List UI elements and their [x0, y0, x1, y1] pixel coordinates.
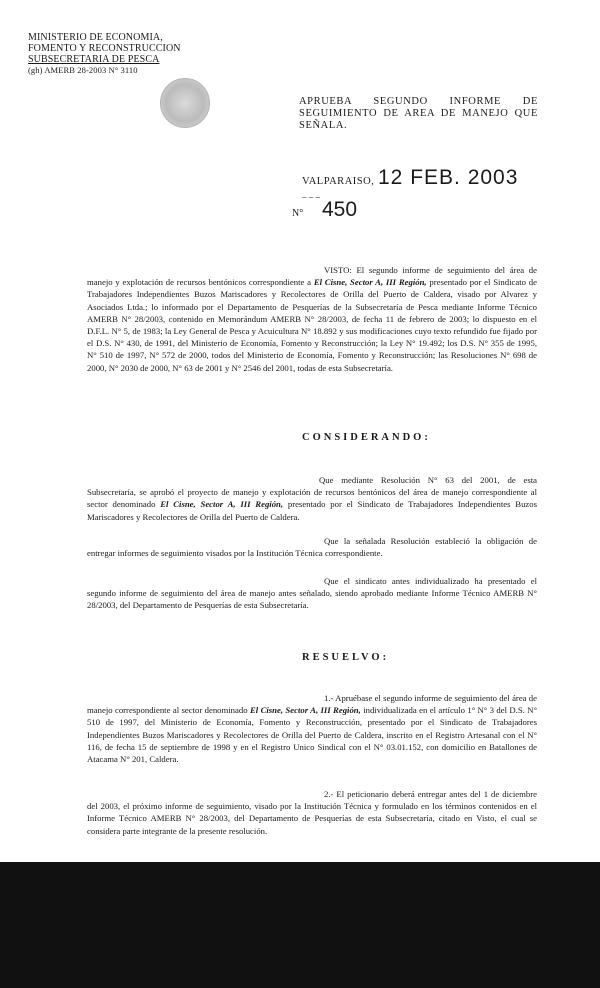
considerando-paragraph-1: [87, 474, 537, 523]
considerando-p1-text-cont: presentado por el Sindicato de Trabajadores Independientes Buzos Mariscadores y Recolectores de Orilla del Puerto de Caldera.: [87, 499, 537, 522]
considerando-p1-area: El Cisne, Sector A, III Región,: [160, 499, 284, 510]
letterhead-ministry: MINISTERIO DE ECONOMIA,: [28, 32, 163, 43]
visto-area-name: El Cisne, Sector A, III Región,: [313, 277, 427, 288]
considerando-paragraph-3: Que el sindicato antes individualizado ha presentado el segundo informe de seguimiento del área de manejo antes señalado, siendo aprobado mediante Informe Técnico AMERB N° 28/2003, del Departamento de Pesquerías de esta Subsecretaría.: [87, 576, 537, 611]
letterhead: [28, 32, 181, 76]
visto-text-cont: presentado por el Sindicato de Trabajadores Independientes Buzos Mariscadores y Recolectores de Orilla del Puerto de Caldera, visado por Alvarez y Asociados Ltda.; lo informado por el Departamento de Pesquerías de la Subsecretaría de Pesca mediante Informe Técnico AMERB N° 28/2003, contenido en Memorándum AMERB N° 28/2003, de fecha 11 de febrero de 2003; lo dispuesto en el D.F.L. N° 5, de 1983; la Ley General de Pesca y Acuicultura N° 18.892 y sus modificaciones cuyo texto refundido fue fijado por el D.S. N° 430, de 1991, del Ministerio de Economía, Fomento y Reconstrucción; la Ley N° 19.492; los D.S. N° 355 de 1995, N° 510 de 1997, N° 572 de 2000, todos del Ministerio de Economía, Fomento y Reconstrucción; las Resoluciones N° 698 de 2000, N° 2030 de 2000, N° 63 de 2001 y N° 2546 del 2001, todas de esta Subsecretaría.: [87, 277, 537, 373]
date-stamp: 12 FEB. 2003: [378, 166, 519, 189]
resuelvo-p1-text: 1.- Apruébase el segundo informe de seguimiento del área de manejo correspondiente al sector denominado: [87, 693, 537, 716]
considerando-paragraph-2: Que la señalada Resolución estableció la obligación de entregar informes de seguimiento visados por la Institución Técnica correspondiente.: [87, 536, 537, 559]
resuelvo-paragraph-1: [87, 692, 537, 765]
visto-text: El segundo informe de seguimiento del área de manejo y explotación de recursos bentónicos correspondiente a: [87, 265, 537, 288]
letterhead-reference: (gh) AMERB 28-2003 N° 3110: [28, 65, 138, 75]
scan-bottom-edge: [0, 862, 600, 988]
resuelvo-p1-area: El Cisne, Sector A, III Región,: [249, 705, 361, 716]
resolution-number-label: N°: [292, 208, 304, 219]
considerando-p1-text: Que mediante Resolución N° 63 del 2001, de esta Subsecretaría, se aprobó el proyecto de manejo y explotación de recursos bentónicos del área de manejo correspondiente al sector denominado: [87, 475, 537, 510]
place-label: VALPARAISO,: [302, 176, 375, 187]
visto-label: VISTO:: [324, 265, 352, 275]
considerando-heading: CONSIDERANDO:: [302, 432, 431, 443]
letterhead-subsecretaria: SUBSECRETARIA DE PESCA: [28, 54, 160, 65]
divider-dashes: – – –: [302, 192, 320, 202]
letterhead-ministry-cont: FOMENTO Y RECONSTRUCCION: [28, 43, 181, 54]
document-subject: APRUEBA SEGUNDO INFORME DE SEGUIMIENTO DE AREA DE MANEJO QUE SEÑALA.: [299, 96, 538, 131]
resuelvo-paragraph-2: 2.- El peticionario deberá entregar antes del 1 de diciembre del 2003, el próximo informe de seguimiento, visado por la Institución Técnica y formulado en los términos contenidos en el Informe Técnico AMERB N° 28/2003, del Departamento de Pesquerías de esta Subsecretaría, citado en Visto, el cual se considera parte integrante de la presente resolución.: [87, 789, 537, 836]
visto-paragraph: [87, 264, 537, 374]
official-seal-stamp: [160, 78, 210, 128]
resuelvo-heading: RESUELVO:: [302, 652, 390, 663]
resuelvo-p1-text-cont: individualizada en el artículo 1° N° 3 del D.S. N° 510 de 1997, del Ministerio de Economía, Fomento y Reconstrucción, presentado por el Sindicato de Trabajadores Independientes Buzos Mariscadores y Recolectores de Orilla del Puerto de Caldera, inscrito en el Registro Artesanal con el N° 116, de fecha 15 de septiembre de 1998 y en el Registro Unico Sindical con el N° 03.01.152, con domicilio en Batallones de Atacama N° 201, Caldera.: [87, 705, 537, 765]
resolution-number: 450: [322, 198, 358, 221]
